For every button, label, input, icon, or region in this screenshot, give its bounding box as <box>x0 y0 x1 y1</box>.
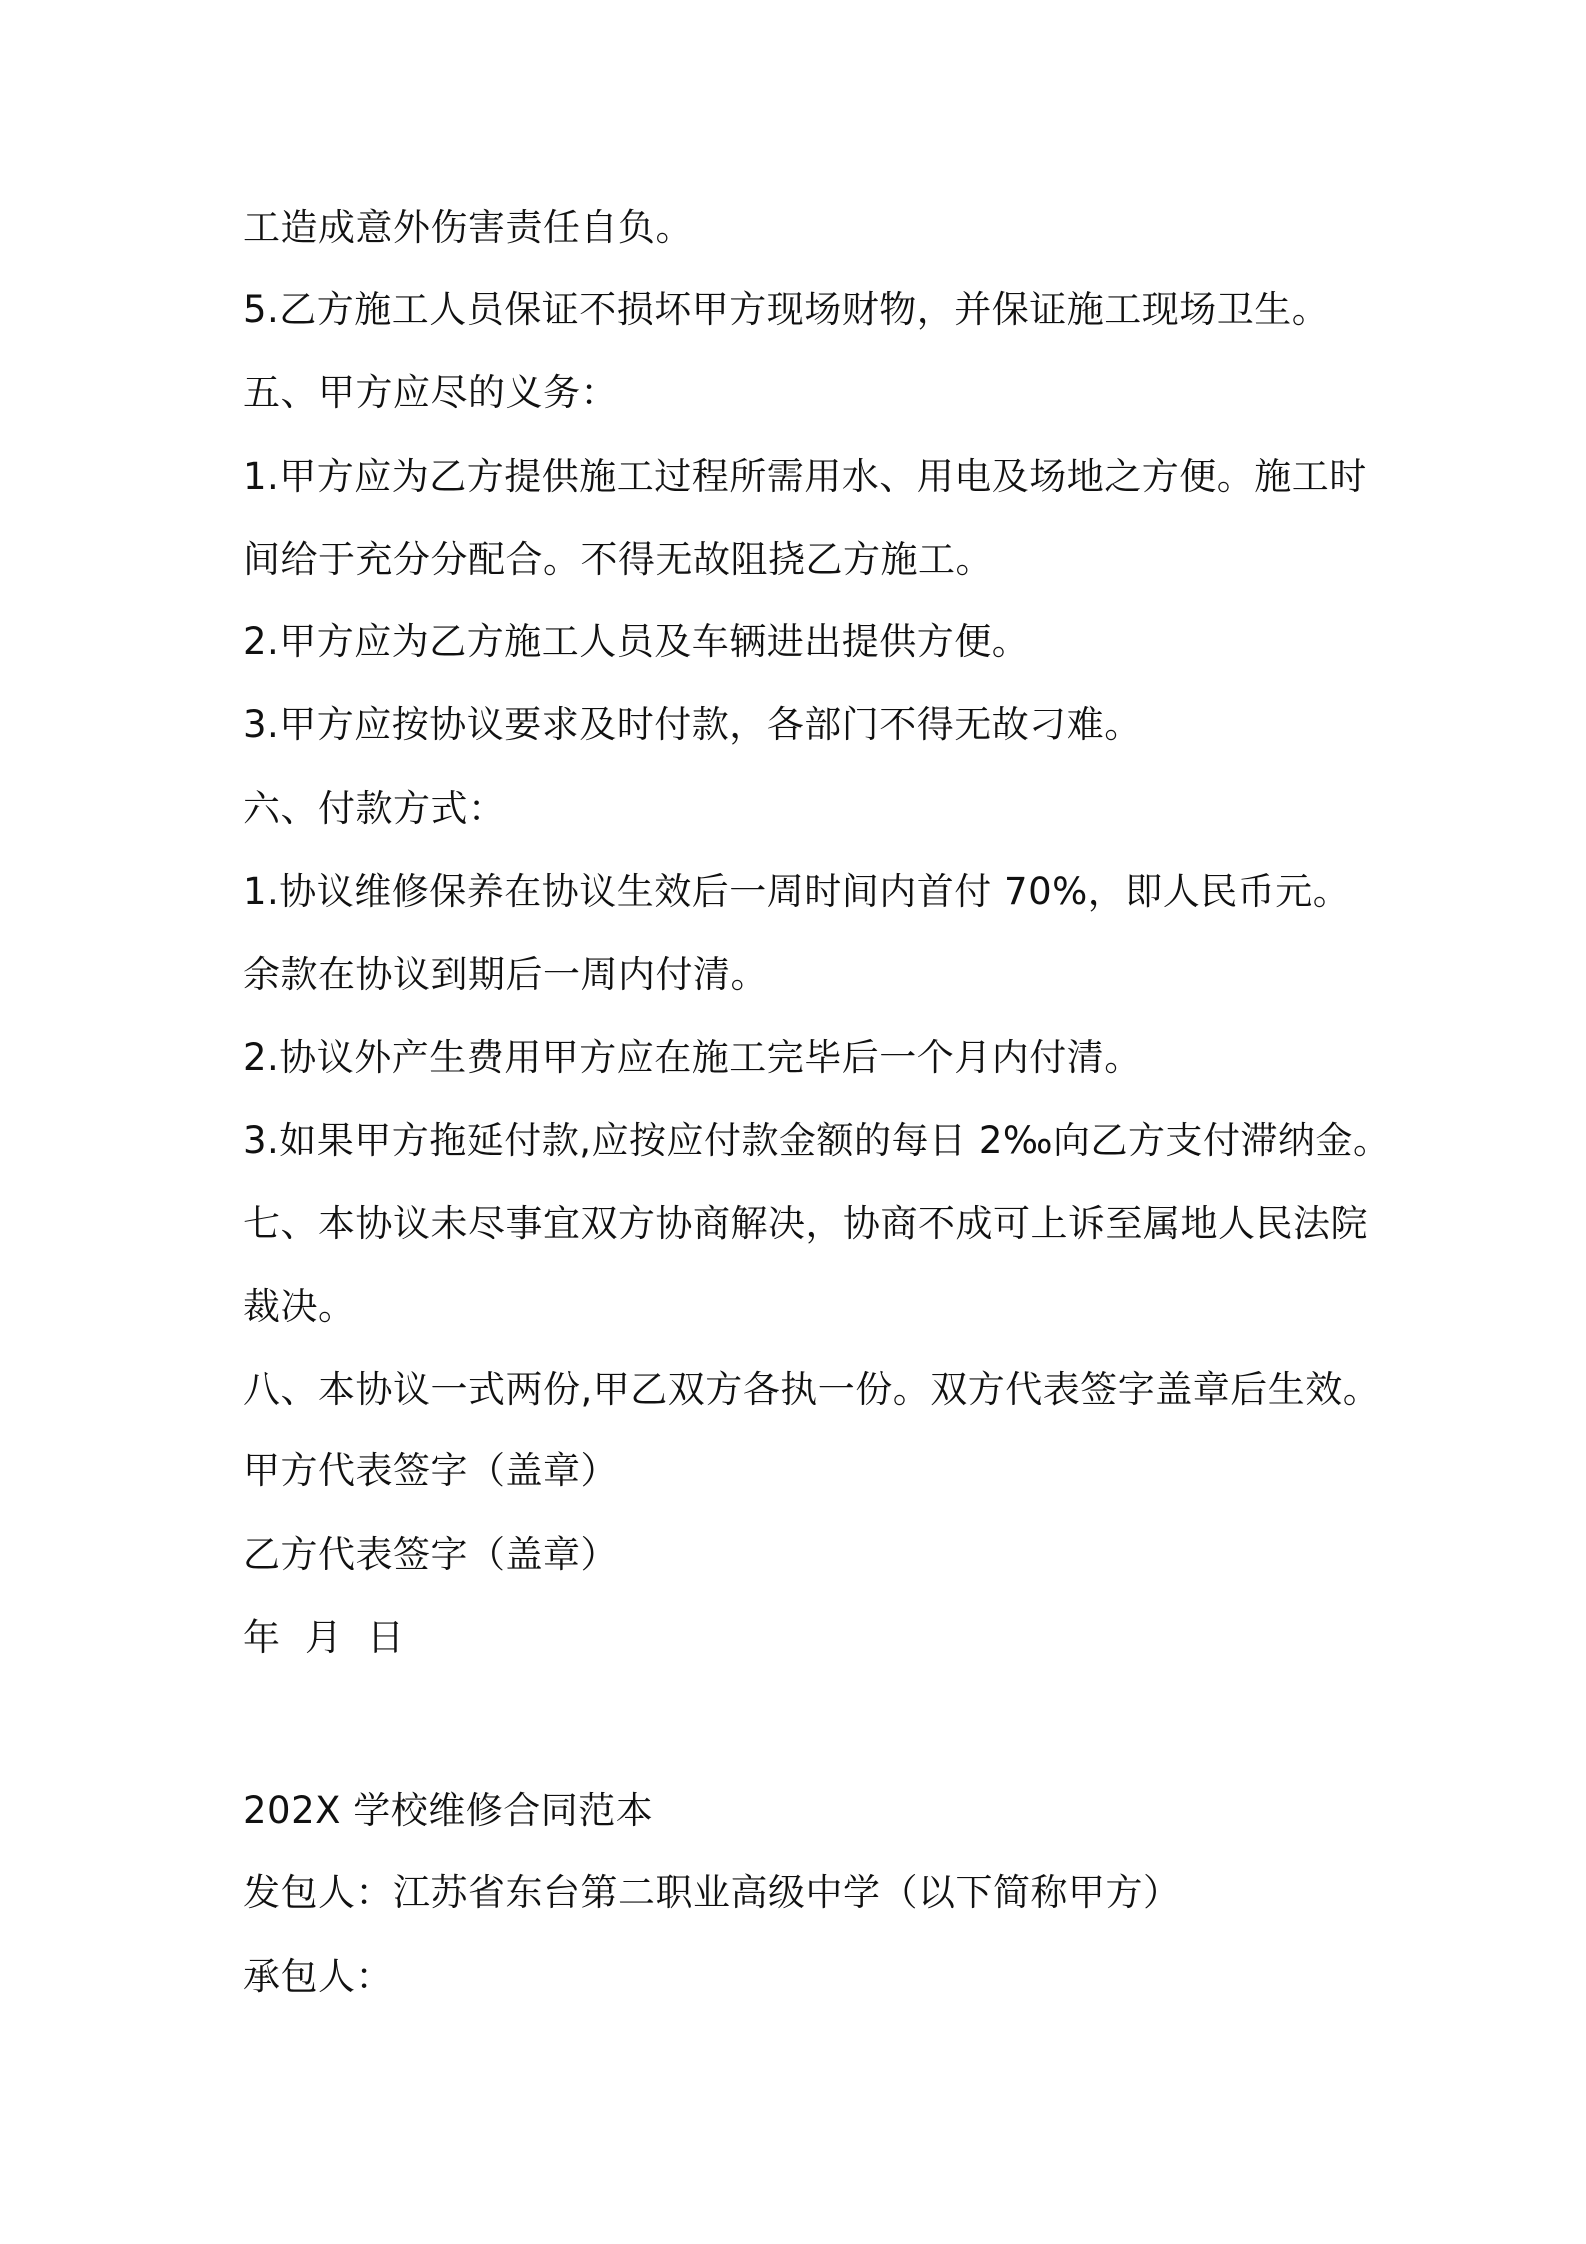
text-line: 余款在协议到期后一周内付清。 <box>243 953 768 996</box>
text-line: 1.甲方应为乙方提供施工过程所需用水、用电及场地之方便。施工时 <box>243 455 1367 498</box>
contractor-line: 承包人： <box>243 1955 393 1998</box>
text-line: 3.甲方应按协议要求及时付款，各部门不得无故刁难。 <box>243 703 1142 746</box>
section-heading: 七、本协议未尽事宜双方协商解决，协商不成可上诉至属地人民法院 <box>243 1202 1368 1245</box>
text-line: 裁决。 <box>243 1285 356 1328</box>
signature-line-party-a: 甲方代表签字（盖章） <box>243 1449 618 1492</box>
contract-title: 202X 学校维修合同范本 <box>243 1789 654 1832</box>
text-line: 间给于充分分配合。不得无故阻挠乙方施工。 <box>243 538 993 581</box>
text-line: 2.协议外产生费用甲方应在施工完毕后一个月内付清。 <box>243 1036 1142 1079</box>
section-heading: 六、付款方式： <box>243 787 506 830</box>
text-line: 3.如果甲方拖延付款,应按应付款金额的每日 2‰向乙方支付滞纳金。 <box>243 1119 1391 1162</box>
text-line: 2.甲方应为乙方施工人员及车辆进出提供方便。 <box>243 620 1030 663</box>
employer-line: 发包人：江苏省东台第二职业高级中学（以下简称甲方） <box>243 1871 1181 1914</box>
section-heading: 五、甲方应尽的义务： <box>243 371 618 414</box>
date-line: 年 月 日 <box>243 1616 405 1659</box>
text-line: 工造成意外伤害责任自负。 <box>243 206 693 249</box>
text-line: 5.乙方施工人员保证不损坏甲方现场财物，并保证施工现场卫生。 <box>243 288 1330 331</box>
signature-line-party-b: 乙方代表签字（盖章） <box>243 1533 618 1576</box>
text-line: 1.协议维修保养在协议生效后一周时间内首付 70%，即人民币元。 <box>243 870 1351 913</box>
section-heading: 八、本协议一式两份,甲乙双方各执一份。双方代表签字盖章后生效。 <box>243 1368 1381 1411</box>
